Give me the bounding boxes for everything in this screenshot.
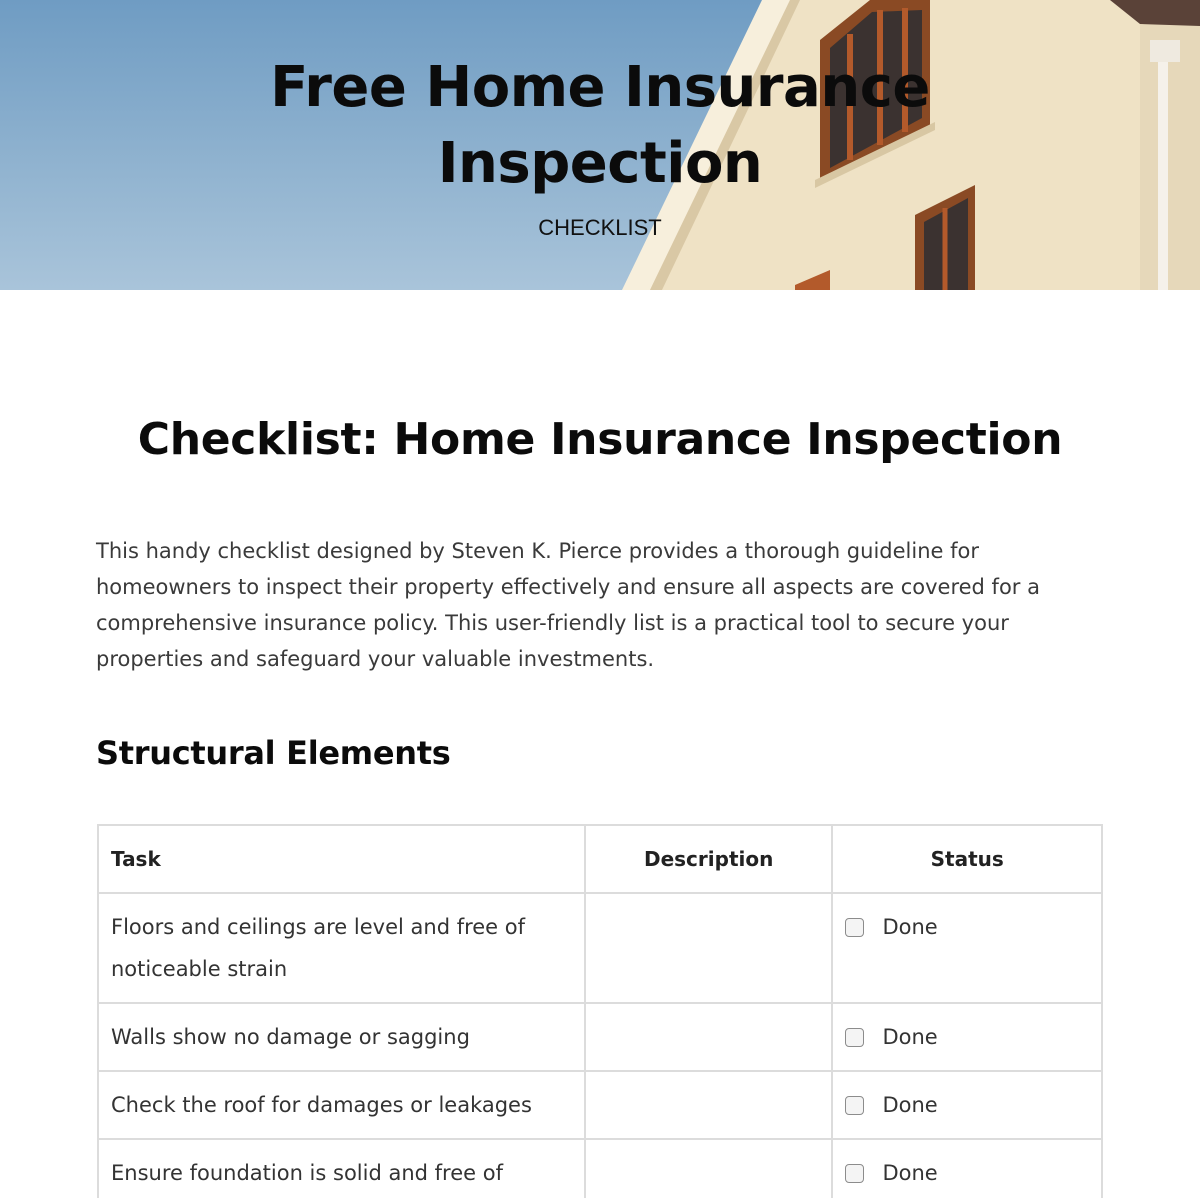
table-row <box>98 1071 1102 1139</box>
done-checkbox[interactable] <box>845 1096 864 1115</box>
status-cell <box>832 893 1102 1003</box>
checklist-table <box>97 824 1103 1198</box>
hero-title <box>0 50 1200 202</box>
description-cell[interactable] <box>585 1003 833 1071</box>
column-header-task: Task <box>98 825 585 893</box>
task-cell: Ensure foundation is solid and free of <box>98 1139 585 1198</box>
task-cell: Walls show no damage or sagging <box>98 1003 585 1071</box>
description-cell[interactable] <box>585 893 833 1003</box>
done-checkbox[interactable] <box>845 1028 864 1047</box>
task-cell: Floors and ceilings are level and free of noticeable strain <box>98 893 585 1003</box>
done-label: Done <box>882 1161 938 1185</box>
done-label: Done <box>882 915 938 939</box>
done-toggle[interactable] <box>845 1152 1089 1194</box>
status-cell <box>832 1139 1102 1198</box>
table-row <box>98 1139 1102 1198</box>
intro-paragraph: This handy checklist designed by Steven K. Pierce provides a thorough guideline for homeowners to inspect their property effectively and ensure all aspects are covered for a comprehensive insurance policy. This user-friendly list is a practical tool to secure your properties and safeguard your valuable investments. <box>96 539 1040 671</box>
column-header-status: Status <box>832 825 1102 893</box>
done-toggle[interactable] <box>845 906 1089 948</box>
column-header-description: Description <box>585 825 833 893</box>
table-header-row <box>98 825 1102 893</box>
description-cell[interactable] <box>585 1139 833 1198</box>
hero-banner <box>0 0 1200 290</box>
table-row <box>98 893 1102 1003</box>
hero-title-line-2: Inspection <box>437 131 763 196</box>
hero-subtitle: CHECKLIST <box>538 215 662 240</box>
hero-title-line-1: Free Home Insurance <box>270 55 930 120</box>
status-cell <box>832 1071 1102 1139</box>
done-label: Done <box>882 1025 938 1049</box>
section-title: Structural Elements <box>96 734 451 772</box>
task-cell: Check the roof for damages or leakages <box>98 1071 585 1139</box>
done-toggle[interactable] <box>845 1016 1089 1058</box>
status-cell <box>832 1003 1102 1071</box>
done-checkbox[interactable] <box>845 918 864 937</box>
done-label: Done <box>882 1093 938 1117</box>
table-row <box>98 1003 1102 1071</box>
done-checkbox[interactable] <box>845 1164 864 1183</box>
done-toggle[interactable] <box>845 1084 1089 1126</box>
document-title: Checklist: Home Insurance Inspection <box>137 414 1063 465</box>
description-cell[interactable] <box>585 1071 833 1139</box>
